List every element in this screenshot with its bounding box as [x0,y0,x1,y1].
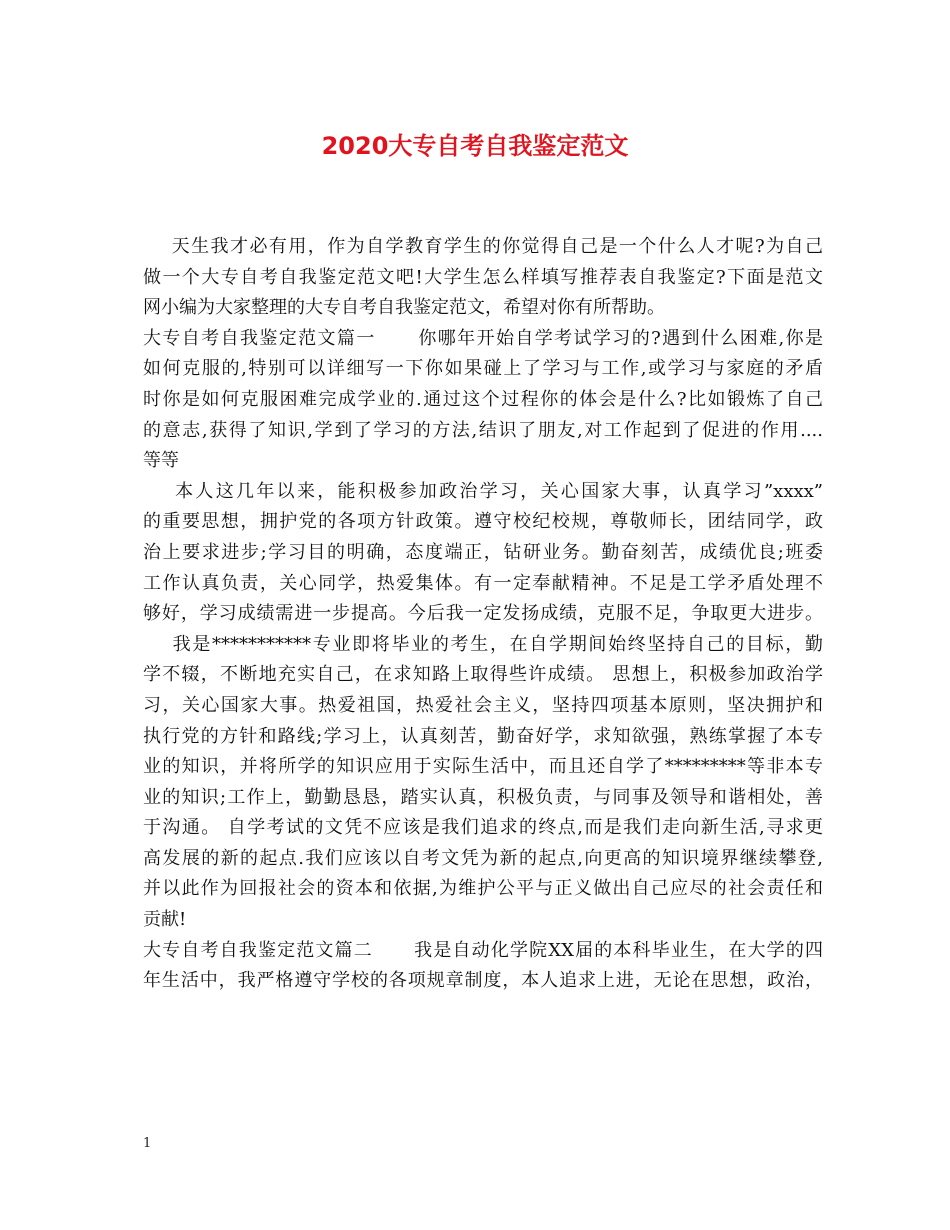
document-title: 2020大专自考自我鉴定范文 [321,132,629,160]
text-line: 的重要思想，拥护党的各项方针政策。遵守校纪校规，尊敬师长，团结同学，政 [143,511,823,533]
text-line: 如何克服的,特别可以详细写一下你如果碰上了学习与工作,或学习与家庭的矛盾 [143,358,823,380]
text-line: 够好，学习成绩需进一步提高。今后我一定发扬成绩，克服不足，争取更大进步。 [143,603,823,625]
text-line: 于沟通。 自学考试的文凭不应该是我们追求的终点,而是我们走向新生活,寻求更 [143,817,823,839]
text-line: 治上要求进步;学习目的明确，态度端正，钻研业务。勤奋刻苦，成绩优良;班委 [143,541,823,563]
text-line: 贡献! [143,909,187,931]
text-line: 年生活中，我严格遵守学校的各项规章制度，本人追求上进，无论在思想，政治， [143,970,823,992]
text-line: 等等 [143,450,179,472]
text-line: 工作认真负责，关心同学，热爱集体。有一定奉献精神。不足是工学矛盾处理不 [143,572,823,594]
text-line: 大专自考自我鉴定范文篇二 我是自动化学院XX届的本科毕业生，在大学的四 [143,939,823,961]
page-number: 1 [143,1136,152,1151]
text-line: 时你是如何克服困难完成学业的.通过这个过程你的体会是什么?比如锻炼了自己 [143,388,823,410]
text-line: 高发展的新的起点.我们应该以自考文凭为新的起点,向更高的知识境界继续攀登, [143,847,823,869]
text-line: 本人这几年以来，能积极参加政治学习，关心国家大事，认真学习”xxxx” [143,480,823,502]
text-line: 做一个大专自考自我鉴定范文吧!大学生怎么样填写推荐表自我鉴定?下面是范文 [143,266,823,288]
text-line: 并以此作为回报社会的资本和依据,为维护公平与正义做出自己应尽的社会责任和 [143,878,823,900]
text-line: 我是***********专业即将毕业的考生，在自学期间始终坚持自己的目标，勤 [143,633,823,655]
text-line: 业的知识;工作上，勤勤恳恳，踏实认真，积极负责，与同事及领导和谐相处，善 [143,786,823,808]
document-body [143,232,823,997]
text-line: 业的知识，并将所学的知识应用于实际生活中，而且还自学了*********等非本专 [143,756,823,778]
text-line: 天生我才必有用，作为自学教育学生的你觉得自己是一个什么人才呢?为自己 [143,236,823,257]
text-line: 大专自考自我鉴定范文篇一 你哪年开始自学考试学习的?遇到什么困难,你是 [143,327,823,349]
text-line: 习，关心国家大事。热爱祖国，热爱社会主义，坚持四项基本原则，坚决拥护和 [143,694,823,716]
text-line: 网小编为大家整理的大专自考自我鉴定范文，希望对你有所帮助。 [143,297,665,319]
text-line: 的意志,获得了知识,学到了学习的方法,结识了朋友,对工作起到了促进的作用.... [143,419,823,441]
text-line: 学不辍，不断地充实自己，在求知路上取得些许成绩。 思想上，积极参加政治学 [143,664,823,686]
text-line: 执行党的方针和路线;学习上，认真刻苦，勤奋好学，求知欲强，熟练掌握了本专 [143,725,823,747]
